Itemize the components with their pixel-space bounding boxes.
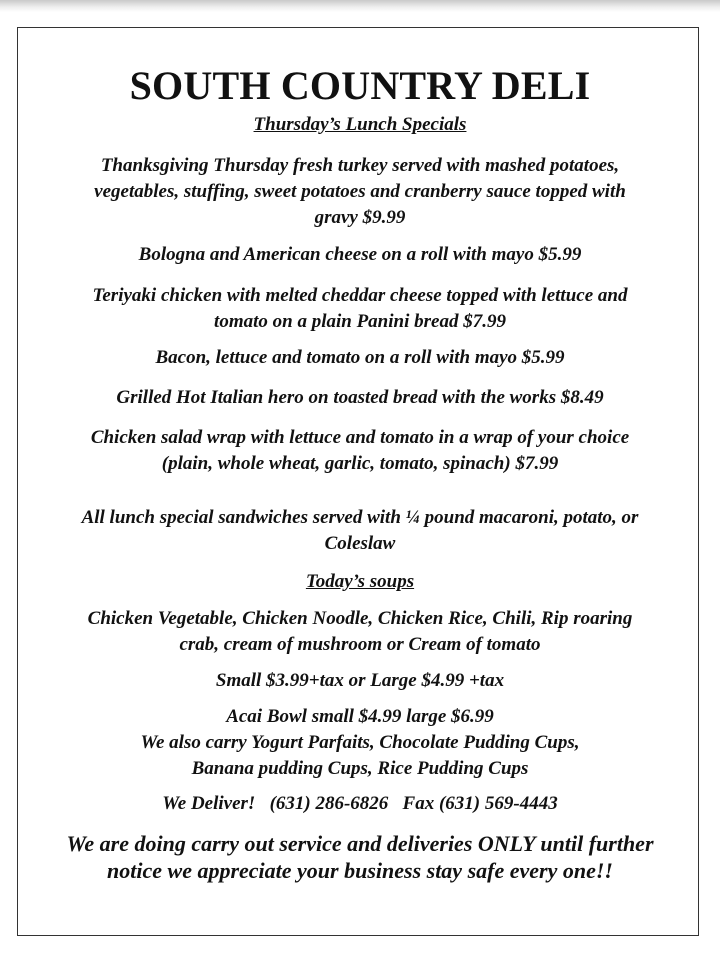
top-edge-shadow [0,0,720,12]
specials-subtitle: Thursday’s Lunch Specials [253,114,467,135]
special-line: tomato on a plain Panini bread $7.99 [214,311,506,332]
special-item-chicken-wrap [0,425,720,477]
special-line: vegetables, stuffing, sweet potatoes and cranberry sauce topped with [94,181,626,202]
notice-line: notice we appreciate your business stay safe every one!! [107,858,613,883]
special-line: Bacon, lettuce and tomato on a roll with mayo $5.99 [155,347,565,368]
extras-line: Banana pudding Cups, Rice Pudding Cups [191,758,529,779]
special-line: Chicken salad wrap with lettuce and tomato in a wrap of your choice [90,427,630,448]
contact-info: We Deliver! (631) 286-6826 Fax (631) 569-4443 [162,793,558,814]
special-line: (plain, whole wheat, garlic, tomato, spinach) $7.99 [161,453,559,474]
special-line: Grilled Hot Italian hero on toasted bread with the works $8.49 [116,387,604,408]
special-item-teriyaki [0,283,720,335]
soup-prices: Small $3.99+tax or Large $4.99 +tax [215,670,505,691]
service-notice [0,830,720,884]
sides-note [0,505,720,557]
sides-line: Coleslaw [324,533,396,554]
sides-line: All lunch special sandwiches served with ¼ pound macaroni, potato, or [81,507,639,528]
soups-list [0,606,720,658]
soups-heading: Today’s soups [305,571,415,592]
special-item-turkey [0,153,720,231]
extras [0,704,720,782]
special-line: Bologna and American cheese on a roll with mayo $5.99 [138,244,582,265]
extras-line: We also carry Yogurt Parfaits, Chocolate Pudding Cups, [140,732,580,753]
extras-line: Acai Bowl small $4.99 large $6.99 [226,706,494,727]
soups-line: Chicken Vegetable, Chicken Noodle, Chicken Rice, Chili, Rip roaring [87,608,633,629]
special-line: Thanksgiving Thursday fresh turkey served with mashed potatoes, [100,155,620,176]
special-item-bologna [0,242,720,268]
soups-line: crab, cream of mushroom or Cream of tomato [179,634,541,655]
special-line: Teriyaki chicken with melted cheddar cheese topped with lettuce and [92,285,628,306]
notice-line: We are doing carry out service and deliveries ONLY until further [66,831,654,856]
deli-title: SOUTH COUNTRY DELI [129,63,591,108]
special-item-blt [0,345,720,371]
special-item-italian-hero [0,385,720,411]
special-line: gravy $9.99 [314,207,406,228]
